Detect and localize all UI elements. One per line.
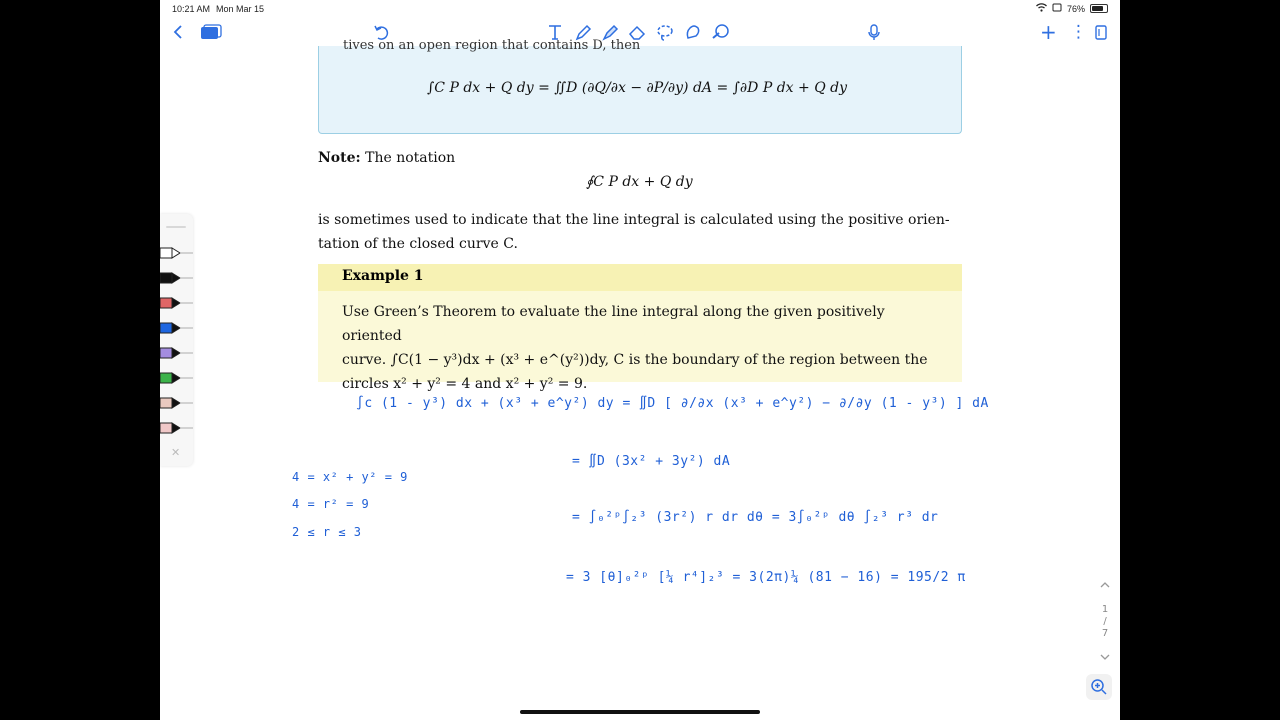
zoom-icon (1086, 674, 1112, 700)
note-text: The notation (365, 150, 456, 166)
handwriting-side-note: 2 ≤ r ≤ 3 (292, 525, 362, 539)
pen-icon[interactable] (160, 245, 194, 259)
note-paragraph (318, 208, 962, 256)
more-button[interactable]: ⋮ (1070, 22, 1087, 42)
note-label: Note: (318, 150, 361, 166)
shapes-icon[interactable] (684, 18, 702, 46)
documents-icon[interactable] (200, 18, 222, 46)
pen-icon[interactable] (160, 270, 194, 284)
document-page[interactable] (318, 38, 962, 720)
chevron-up-icon[interactable] (1096, 580, 1114, 593)
pages-icon[interactable] (1094, 18, 1108, 46)
example-body (342, 300, 938, 396)
greens-formula: ∫C P dx + Q dy = ∬D (∂Q/∂x − ∂P/∂y) dA = ∫∂D P dx + Q dy (427, 80, 848, 96)
pen-icon[interactable] (160, 345, 194, 359)
dock-grip[interactable] (166, 226, 186, 228)
theorem-cut-text: tives on an open region that contains D, then (343, 38, 641, 53)
chevron-left-icon[interactable] (172, 18, 184, 46)
page-indicator-total: 7 (1101, 628, 1109, 639)
handwriting-side-note: 4 = x² + y² = 9 (292, 470, 408, 484)
handwriting-line: = 3 [θ]₀²ᵖ [¼ r⁴]₂³ = 3(2π)¼ (81 − 16) = 195/2 π (566, 570, 966, 585)
pen-icon[interactable] (160, 295, 194, 309)
handwriting-line: ∫c (1 - y³) dx + (x³ + e^y²) dy = ∬D [ ∂/∂x (x³ + e^y²) − ∂/∂y (1 - y³) ] dA (356, 396, 989, 411)
zoom-button[interactable] (1086, 674, 1112, 700)
note (318, 150, 455, 166)
chevron-down-icon[interactable] (1096, 652, 1114, 665)
handwriting-line: = ∫₀²ᵖ∫₂³ (3r²) r dr dθ = 3∫₀²ᵖ dθ ∫₂³ r³ dr (572, 510, 939, 525)
pen-icon[interactable] (160, 320, 194, 334)
example-line: curve. ∫C(1 − y³)dx + (x³ + e^(y²))dy, C is the boundary of the region between the (342, 352, 928, 368)
battery-icon (1090, 4, 1108, 13)
pen-icon[interactable] (160, 370, 194, 384)
wifi-icon (1036, 3, 1047, 14)
home-indicator[interactable] (520, 710, 760, 714)
status-time: 10:21 AM (172, 4, 211, 14)
note-para-line: is sometimes used to indicate that the line integral is calculated using the positive orien- (318, 212, 950, 228)
page-indicator-separator: / (1103, 616, 1107, 627)
pen-icon[interactable] (160, 395, 194, 409)
example-title: Example 1 (342, 268, 424, 284)
example-box (318, 264, 962, 392)
close-icon[interactable]: ✕ (171, 446, 181, 459)
theorem-box (318, 38, 962, 134)
example-line: Use Green’s Theorem to evaluate the line integral along the given positively oriented (342, 304, 885, 344)
note-para-line: tation of the closed curve C. (318, 236, 518, 252)
app-screen (160, 0, 1120, 720)
status-date: Mon Mar 15 (216, 4, 265, 14)
lasso-icon[interactable] (656, 18, 674, 46)
example-line: circles x² + y² = 4 and x² + y² = 9. (342, 376, 588, 392)
handwriting-line: = ∬D (3x² + 3y²) dA (572, 454, 731, 469)
page-indicator-current: 1 (1101, 604, 1109, 615)
status-bar (160, 0, 1120, 18)
example-header (318, 264, 962, 291)
add-button[interactable]: + (1040, 20, 1057, 44)
status-right (1036, 3, 1108, 14)
battery-percentage: 76% (1066, 3, 1085, 14)
stickers-icon[interactable] (711, 18, 731, 46)
pen-dock (160, 214, 193, 466)
note-formula: ∮C P dx + Q dy (586, 174, 693, 190)
handwriting-side-note: 4 = r² = 9 (292, 497, 370, 511)
screen-lock-icon (1052, 3, 1062, 14)
microphone-icon[interactable] (868, 18, 880, 46)
pen-icon[interactable] (160, 420, 194, 434)
